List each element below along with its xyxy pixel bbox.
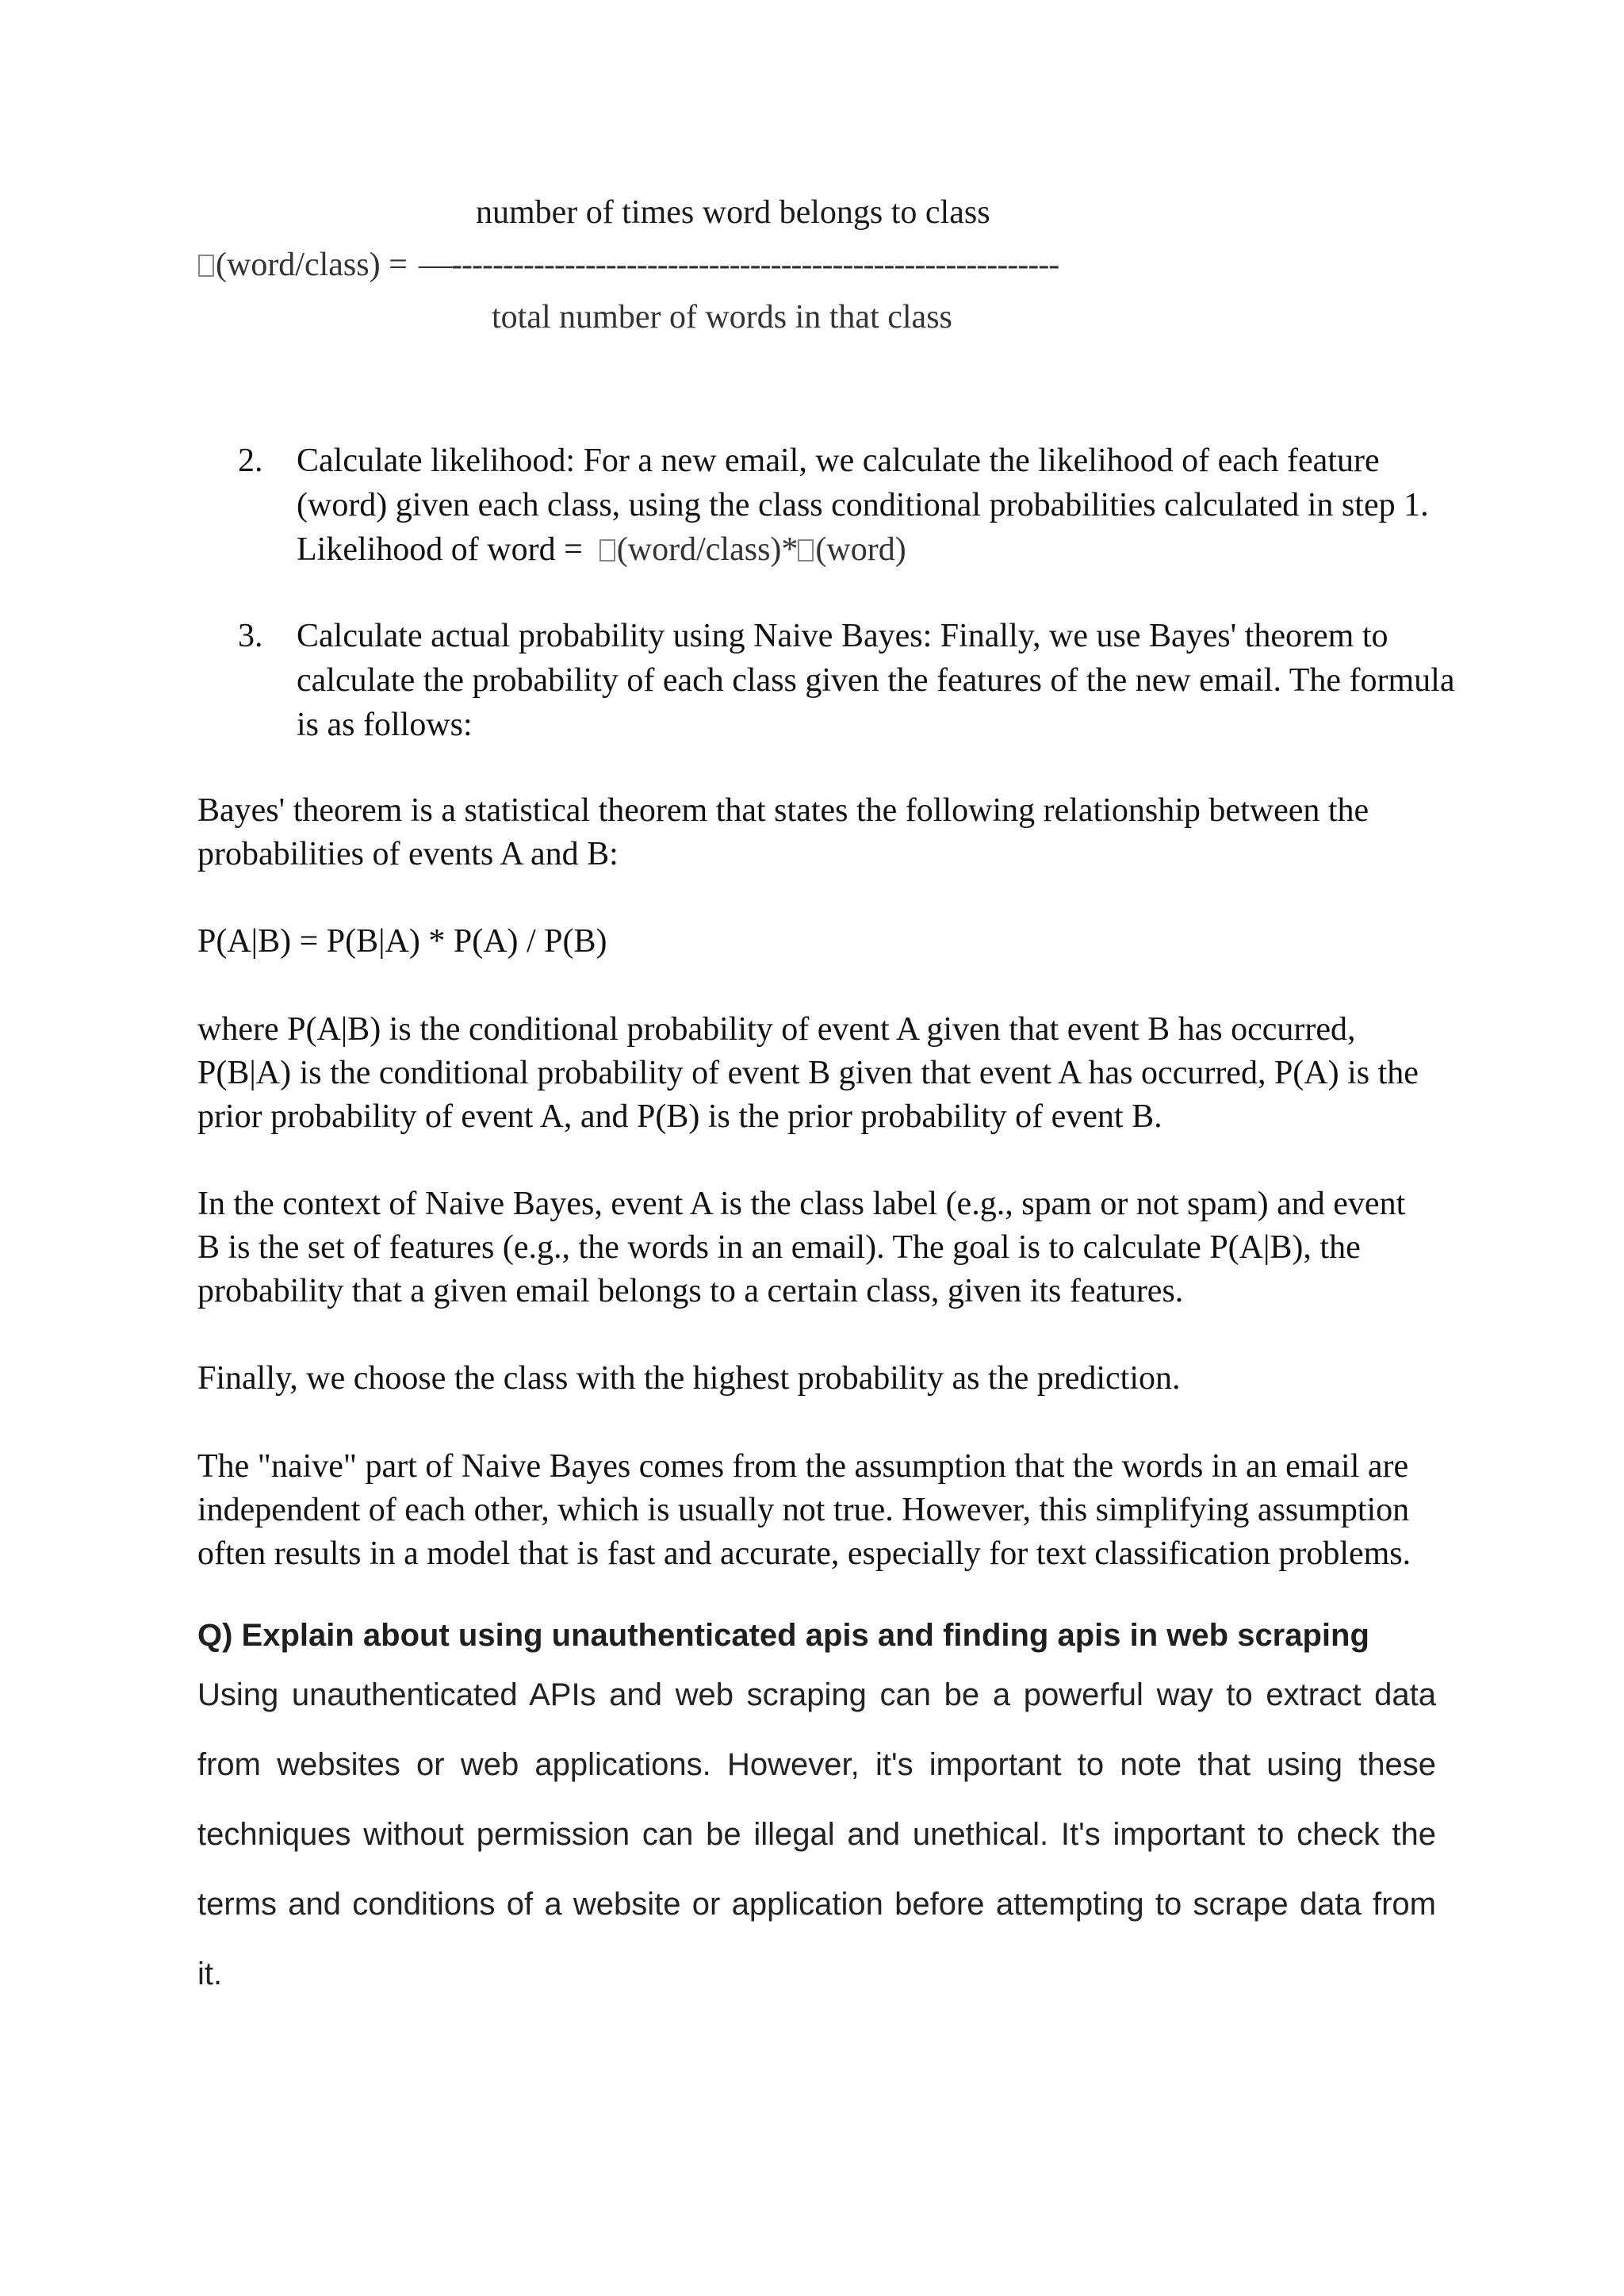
step-list-item	[238, 439, 1475, 572]
step-number: 3.	[238, 618, 263, 654]
missing-glyph-icon	[198, 255, 214, 277]
formula-left-side	[198, 246, 408, 284]
step-list-item	[238, 614, 1475, 747]
missing-glyph-icon	[599, 539, 615, 562]
likelihood-mid: (word/class)*	[616, 531, 799, 568]
likelihood-formula	[297, 527, 1475, 572]
formula-fraction-bar: —-----------------------------------------------------------	[419, 247, 1059, 283]
answer-paragraph: Using unauthenticated APIs and web scraping can be a powerful way to extract data from websites or web applications. However, it's important to note that using these techniques without permission can be illegal and unethical. It's important to check the terms and conditions of a website or application before attempting to scrape data from it.	[197, 1677, 1436, 1991]
likelihood-prefix: Likelihood of word =	[297, 531, 599, 568]
paragraph-naive-assumption: The "naive" part of Naive Bayes comes from the assumption that the words in an email are independent of each other, which is usually not true. However, this simplifying assumption often results in a model that is fast and accurate, especially for text classification problems.	[197, 1448, 1411, 1572]
step-text: Calculate actual probability using Naive Bayes: Finally, we use Bayes' theorem to calculate the probability of each class given the features of the new email. The formula is as follows:	[297, 618, 1455, 743]
paragraph-bayes-intro: Bayes' theorem is a statistical theorem that states the following relationship between the probabilities of events A and B:	[197, 792, 1369, 872]
paragraph-bayes-formula: P(A|B) = P(B|A) * P(A) / P(B)	[197, 923, 607, 960]
formula-lhs-text: (word/class) =	[216, 247, 408, 283]
step-text: Calculate likelihood: For a new email, we calculate the likelihood of each feature (word) given each class, using the class conditional probabilities calculated in step 1.	[297, 443, 1429, 523]
formula-numerator: number of times word belongs to class	[476, 194, 990, 231]
step-number: 2.	[238, 443, 263, 479]
likelihood-end: (word)	[815, 531, 906, 568]
paragraph-prediction: Finally, we choose the class with the highest probability as the prediction.	[197, 1360, 1181, 1397]
paragraph-naive-bayes-context: In the context of Naive Bayes, event A is the class label (e.g., spam or not spam) and event B is the set of features (e.g., the words in an email). The goal is to calculate P(A|B), the probability that a given email belongs to a certain class, given its features.	[197, 1186, 1406, 1309]
paragraph-bayes-definitions: where P(A|B) is the conditional probability of event A given that event B has occurred, P(B|A) is the conditional probability of event B given that event A has occurred, P(A) is the prior probability of event A, and P(B) is the prior probability of event B.	[197, 1011, 1419, 1135]
question-heading: Q) Explain about using unauthenticated apis and finding apis in web scraping	[197, 1618, 1369, 1653]
formula-denominator: total number of words in that class	[492, 299, 952, 335]
missing-glyph-icon	[798, 539, 814, 562]
